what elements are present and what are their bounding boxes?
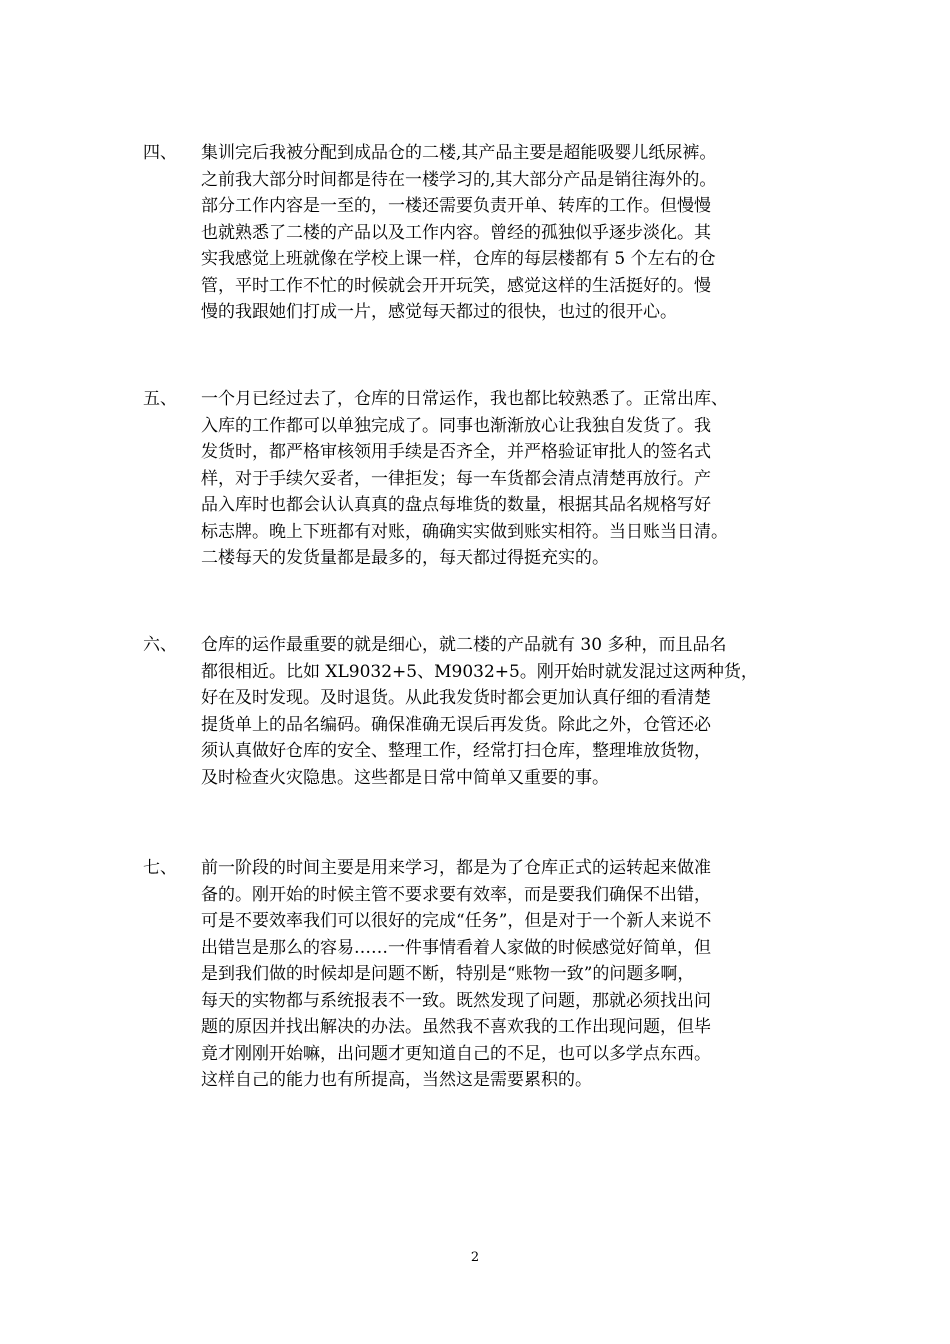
section-paragraph — [201, 855, 791, 1094]
paragraph-line: 好在及时发现。及时退货。从此我发货时都会更加认真仔细的看清楚 — [201, 688, 711, 708]
paragraph-line: 一个月已经过去了，仓库的日常运作，我也都比较熟悉了。正常出库、 — [201, 389, 728, 409]
paragraph-line: 备的。刚开始的时候主管不要求要有效率，而是要我们确保不出错， — [201, 884, 711, 905]
page-number: 2 — [470, 1250, 480, 1265]
paragraph-line: 每天的实物都与系统报表不一致。既然发现了问题，那就必须找出问 — [201, 990, 711, 1011]
paragraph-line: 之前我大部分时间都是待在一楼学习的,其大部分产品是销往海外的。 — [201, 169, 717, 190]
paragraph-line: 慢的我跟她们打成一片，感觉每天都过的很快，也过的很开心。 — [201, 302, 677, 322]
paragraph-line: 竟才刚刚开始嘛，出问题才更知道自己的不足，也可以多学点东西。 — [201, 1043, 711, 1064]
paragraph-line: 须认真做好仓库的安全、整理工作，经常打扫仓库，整理堆放货物， — [201, 741, 711, 761]
paragraph-line: 入库的工作都可以单独完成了。同事也渐渐放心让我独自发货了。我 — [201, 415, 711, 436]
paragraph-line: 这样自己的能力也有所提高，当然这是需要累积的。 — [201, 1070, 592, 1090]
section-number: 五、 — [143, 389, 177, 409]
section-number: 七、 — [143, 858, 177, 878]
paragraph-line: 都很相近。比如 XL9032+5、M9032+5。刚开始时就发混过这两种货， — [201, 661, 758, 682]
section-paragraph — [201, 632, 791, 791]
paragraph-line: 也就熟悉了二楼的产品以及工作内容。曾经的孤独似乎逐步淡化。其 — [201, 222, 711, 243]
paragraph-line: 管，平时工作不忙的时候就会开开玩笑，感觉这样的生活挺好的。慢 — [201, 275, 711, 296]
section-paragraph — [201, 140, 791, 326]
paragraph-line: 部分工作内容是一至的，一楼还需要负责开单、转库的工作。但慢慢 — [201, 196, 711, 216]
paragraph-line: 及时检查火灾隐患。这些都是日常中简单又重要的事。 — [201, 767, 609, 788]
paragraph-line: 题的原因并找出解决的办法。虽然我不喜欢我的工作出现问题，但毕 — [201, 1017, 711, 1037]
section-number: 四、 — [143, 143, 177, 163]
paragraph-line: 出错岂是那么的容易……一件事情看着人家做的时候感觉好简单，但 — [201, 937, 711, 958]
paragraph-line: 实我感觉上班就像在学校上课一样，仓库的每层楼都有 5 个左右的仓 — [201, 249, 716, 269]
paragraph-line: 发货时，都严格审核领用手续是否齐全，并严格验证审批人的签名式 — [201, 442, 711, 462]
paragraph-line: 样，对于手续欠妥者，一律拒发；每一车货都会清点清楚再放行。产 — [201, 468, 711, 489]
paragraph-line: 前一阶段的时间主要是用来学习，都是为了仓库正式的运转起来做准 — [201, 858, 711, 878]
paragraph-line: 集训完后我被分配到成品仓的二楼,其产品主要是超能吸婴儿纸尿裤。 — [201, 143, 717, 163]
paragraph-line: 可是不要效率我们可以很好的完成“任务”，但是对于一个新人来说不 — [201, 911, 712, 931]
paragraph-line: 提货单上的品名编码。确保准确无误后再发货。除此之外，仓管还必 — [201, 714, 711, 735]
section-number: 六、 — [143, 635, 177, 655]
paragraph-line: 仓库的运作最重要的就是细心，就二楼的产品就有 30 多种，而且品名 — [201, 635, 727, 655]
section-paragraph — [201, 386, 791, 572]
paragraph-line: 是到我们做的时候却是问题不断，特别是“账物一致”的问题多啊， — [201, 964, 695, 984]
paragraph-line: 品入库时也都会认认真真的盘点每堆货的数量，根据其品名规格写好 — [201, 495, 711, 515]
paragraph-line: 标志牌。晚上下班都有对账，确确实实做到账实相符。当日账当日清。 — [201, 521, 728, 542]
paragraph-line: 二楼每天的发货量都是最多的，每天都过得挺充实的。 — [201, 548, 609, 568]
